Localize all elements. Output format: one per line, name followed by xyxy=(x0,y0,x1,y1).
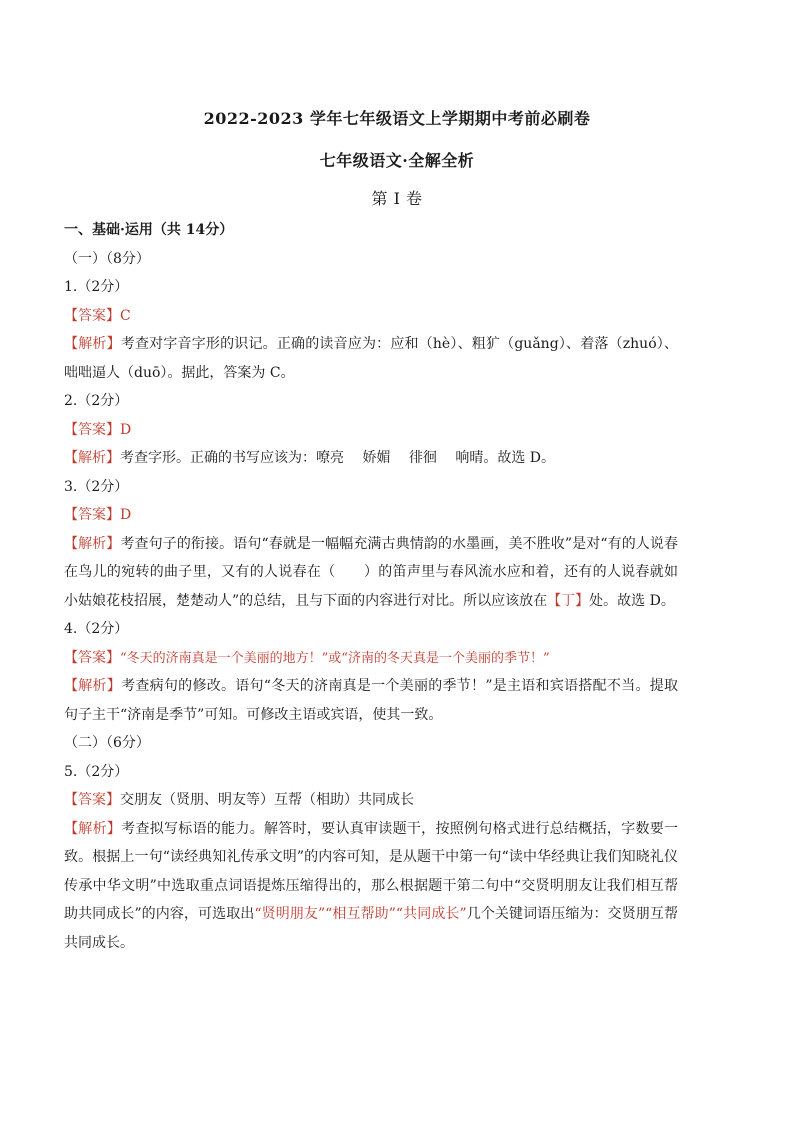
analysis-text-end: 处。故选 D。 xyxy=(589,592,675,609)
answer-line xyxy=(64,302,678,331)
answer-tag: 【答案】 xyxy=(64,307,120,324)
question-number: 2.（2分） xyxy=(64,393,129,409)
analysis-paragraph xyxy=(64,672,678,729)
key-phrases: “贤明朋友”“相互帮助”“共同成长” xyxy=(254,906,467,922)
analysis-paragraph xyxy=(64,330,678,387)
answer-line xyxy=(64,644,678,673)
analysis-paragraph xyxy=(64,815,678,958)
answer-text: D xyxy=(120,507,132,523)
analysis-tag: 【解析】 xyxy=(64,535,121,552)
answer-text: D xyxy=(120,421,132,438)
answer-tag: 【答案】 xyxy=(64,421,120,438)
analysis-text: 考查字形。正确的书写应该为：嘹亮 娇媚 徘徊 响晴。故选 D。 xyxy=(120,450,556,466)
analysis-text: 考查句子的衔接。语句“春就是一幅幅充满古典情韵的水墨画，美不胜收”是对“有的人说春在鸟儿的宛转的曲子里，又有的人说春在（ ）的笛声里与春风流水应和着，还有的人说春就如小姑娘花枝招展，楚楚动人”的总结，且与下面的内容进行对比。所以应该放在 xyxy=(64,535,678,609)
document-title: 2022-2023 学年七年级语文上学期期中考前必刷卷 xyxy=(203,109,591,128)
answer-tag: 【答案】 xyxy=(64,649,120,666)
analysis-tag: 【解析】 xyxy=(64,820,122,837)
answer-line xyxy=(64,501,678,530)
part-heading: （一）（8分） xyxy=(64,250,150,267)
analysis-tag: 【解析】 xyxy=(64,336,121,352)
analysis-paragraph xyxy=(64,530,678,616)
volume-heading: 第 I 卷 xyxy=(371,189,423,208)
answer-text: 交朋友（贤朋、明友等）互帮（相助）共同成长 xyxy=(120,792,414,808)
question-number: 3.（2分） xyxy=(64,478,129,495)
document-body xyxy=(64,216,678,957)
analysis-tag: 【解析】 xyxy=(64,678,122,694)
analysis-text: 考查拟写标语的能力。解答时，要认真审读题干，按照例句格式进行总结概括，字数要一致。根据上一句“读经典知礼传承文明”的内容可知，是从题干中第一句“读中华经典让我们知晓礼仪传承中华文明”中选取重点词语提炼压缩得出的，那么根据题干第二句中“交贤明朋友让我们相互帮助共同成长”的内容，可选取出 xyxy=(64,820,679,922)
answer-text: “冬天的济南真是一个美丽的地方！”或“济南的冬天真是一个美丽的季节！” xyxy=(120,650,550,666)
question-number: 1.（2分） xyxy=(64,279,129,295)
answer-line xyxy=(64,416,678,445)
analysis-text-end: 几个关键词语压缩为：交贤朋互帮共同成长。 xyxy=(64,906,678,951)
section-heading: 一、基础·运用（共 14分） xyxy=(64,222,234,238)
answer-tag: 【答案】 xyxy=(64,792,120,808)
part-heading: （二）（6分） xyxy=(64,735,150,751)
analysis-tag: 【解析】 xyxy=(64,450,120,466)
analysis-paragraph xyxy=(64,444,678,473)
answer-text: C xyxy=(120,307,131,324)
question-number: 5.（2分） xyxy=(64,763,129,780)
position-mark: 【丁】 xyxy=(547,592,590,609)
document-subtitle: 七年级语文·全解全析 xyxy=(319,151,475,170)
analysis-text: 考查病句的修改。语句“冬天的济南真是一个美丽的季节！”是主语和宾语搭配不当。提取句子主干“济南是季节”可知。可修改主语或宾语，使其一致。 xyxy=(64,678,679,723)
answer-tag: 【答案】 xyxy=(64,507,120,523)
analysis-text: 考查对字音字形的识记。正确的读音应为：应和（hè）、粗犷（guǎng）、着落（zhuó）、咄咄逼人（duō）。据此，答案为 C。 xyxy=(64,336,678,381)
answer-line xyxy=(64,786,678,815)
question-number: 4.（2分） xyxy=(64,621,129,637)
